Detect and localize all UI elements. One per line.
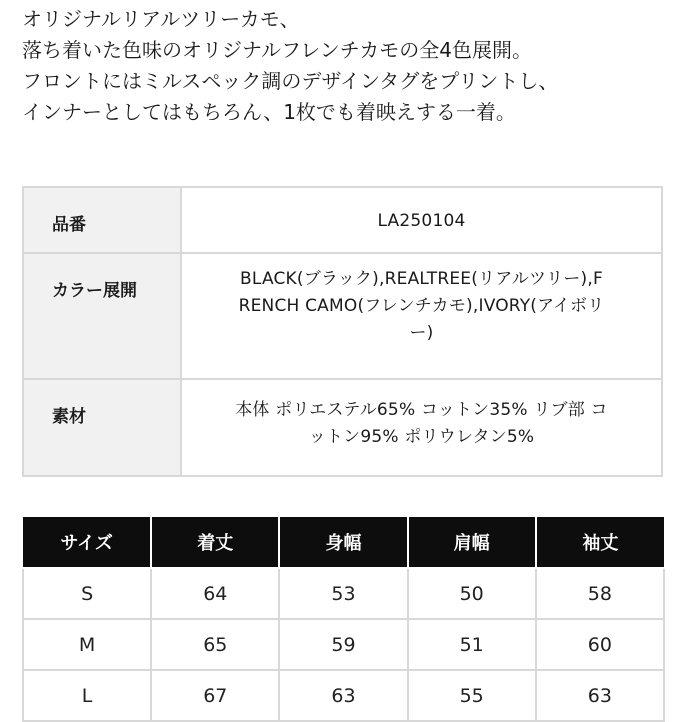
- size-cell: 59: [279, 619, 407, 670]
- table-row: [23, 670, 664, 721]
- size-header: 袖丈: [536, 517, 664, 568]
- description-line: 落ち着いた色味のオリジナルフレンチカモの全4色展開。: [22, 38, 533, 62]
- spec-row-colors: [23, 253, 662, 379]
- size-header: 肩幅: [408, 517, 536, 568]
- spec-value-line: BLACK(ブラック),REALTREE(リアルツリー),F: [240, 269, 603, 289]
- size-cell: 53: [279, 568, 407, 619]
- size-table: [22, 517, 665, 722]
- spec-label: 素材: [23, 379, 181, 476]
- size-cell: 63: [279, 670, 407, 721]
- size-cell: 63: [536, 670, 664, 721]
- size-cell: 51: [408, 619, 536, 670]
- description-line: インナーとしてはもちろん、1枚でも着映えする一着。: [22, 100, 516, 124]
- size-cell: 50: [408, 568, 536, 619]
- description-line: フロントにはミルスペック調のデザインタグをプリントし、: [22, 69, 559, 93]
- size-cell: 64: [151, 568, 279, 619]
- description-line: オリジナルリアルツリーカモ、: [22, 7, 300, 31]
- size-header-row: [23, 517, 664, 568]
- table-row: [23, 568, 664, 619]
- size-cell: M: [23, 619, 151, 670]
- spec-label: 品番: [23, 187, 181, 253]
- size-header: サイズ: [23, 517, 151, 568]
- size-cell: 58: [536, 568, 664, 619]
- size-header: 身幅: [279, 517, 407, 568]
- spec-value: [181, 253, 662, 379]
- size-header: 着丈: [151, 517, 279, 568]
- size-cell: 55: [408, 670, 536, 721]
- table-row: [23, 619, 664, 670]
- spec-value: [181, 379, 662, 476]
- spec-value-line: ットン95% ポリウレタン5%: [308, 427, 535, 447]
- size-cell: L: [23, 670, 151, 721]
- spec-value-line: 本体 ポリエステル65% コットン35% リブ部 コ: [235, 400, 608, 420]
- size-cell: S: [23, 568, 151, 619]
- product-description: [22, 4, 682, 128]
- spec-label: カラー展開: [23, 253, 181, 379]
- spec-row-part-number: [23, 187, 662, 253]
- spec-table: [22, 186, 663, 477]
- spec-value-line: ー): [409, 323, 434, 343]
- spec-value-line: RENCH CAMO(フレンチカモ),IVORY(アイボリ: [238, 296, 605, 316]
- size-cell: 67: [151, 670, 279, 721]
- spec-row-material: [23, 379, 662, 476]
- size-cell: 60: [536, 619, 664, 670]
- size-cell: 65: [151, 619, 279, 670]
- spec-value: LA250104: [181, 187, 662, 253]
